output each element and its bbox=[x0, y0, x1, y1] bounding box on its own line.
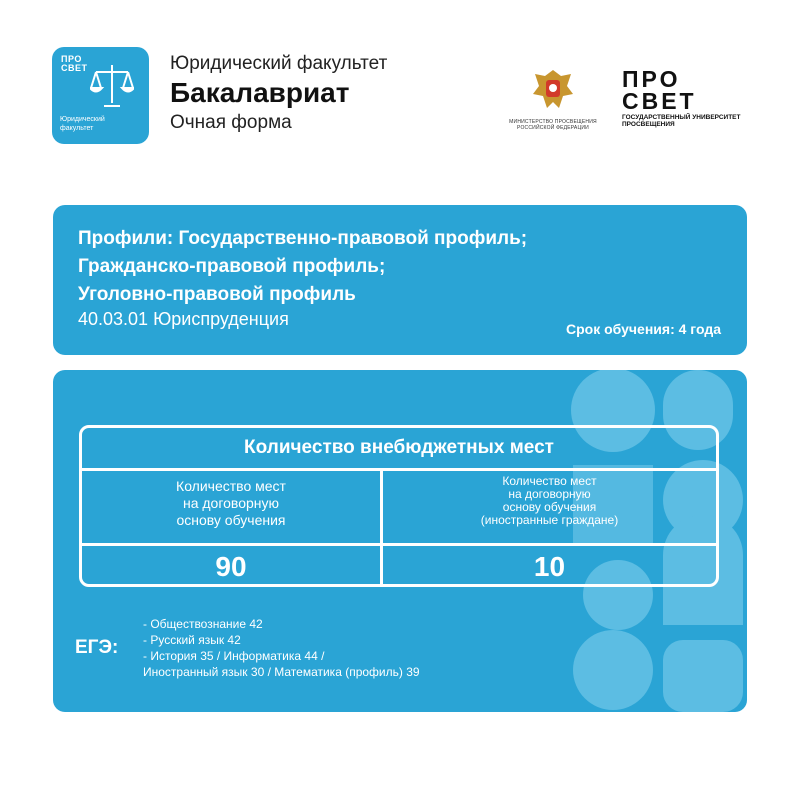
faculty-logo bbox=[52, 47, 149, 144]
places-card bbox=[53, 370, 747, 712]
study-form: Очная форма bbox=[170, 112, 292, 133]
degree-level: Бакалавриат bbox=[170, 77, 350, 108]
foreign-places-value: 10 bbox=[533, 551, 566, 582]
study-term: Срок обучения: 4 года bbox=[566, 321, 721, 337]
coat-of-arms-icon bbox=[531, 66, 575, 112]
table-row-divider bbox=[82, 543, 716, 546]
contract-places-label: Количество мест на договорную основу обучения bbox=[176, 478, 286, 528]
foreign-places-label: Количество мест на договорную основу обучения (иностранные граждане) bbox=[480, 474, 619, 527]
exam-label: ЕГЭ: bbox=[75, 637, 119, 658]
exam-item: Иностранный язык 30 / Математика (профиль) 39 bbox=[143, 665, 420, 679]
university-mark: ПРО СВЕТ bbox=[622, 66, 697, 114]
program-heading bbox=[170, 52, 387, 136]
program-code: 40.03.01 Юриспруденция bbox=[78, 309, 289, 329]
faculty-name: Юридический факультет bbox=[170, 53, 388, 74]
scales-icon bbox=[90, 63, 134, 109]
contract-places-value: 90 bbox=[215, 551, 247, 582]
foreign-places-column bbox=[383, 471, 716, 584]
logo-mark: ПРО СВЕТ bbox=[61, 54, 88, 73]
exam-item: - История 35 / Информатика 44 / bbox=[143, 649, 325, 663]
profile-card bbox=[53, 205, 747, 355]
exam-list bbox=[143, 616, 420, 680]
ministry-logo bbox=[508, 66, 598, 131]
university-logo bbox=[622, 68, 752, 128]
contract-places-column bbox=[82, 471, 380, 584]
ministry-caption: МИНИСТЕРСТВО ПРОСВЕЩЕНИЯ РОССИЙСКОЙ ФЕДЕРАЦИИ bbox=[509, 119, 597, 131]
logo-caption: Юридический факультет bbox=[60, 116, 105, 132]
profile-list: Профили: Государственно-правовой профиль; Гражданско-правовой профиль; Уголовно-правовой профиль bbox=[78, 228, 528, 305]
places-table bbox=[79, 425, 719, 587]
places-table-title: Количество внебюджетных мест bbox=[82, 428, 716, 471]
exam-item: - Русский язык 42 bbox=[143, 633, 241, 647]
exam-item: - Обществознание 42 bbox=[143, 617, 263, 631]
university-caption: ГОСУДАРСТВЕННЫЙ УНИВЕРСИТЕТ ПРОСВЕЩЕНИЯ bbox=[622, 114, 741, 128]
